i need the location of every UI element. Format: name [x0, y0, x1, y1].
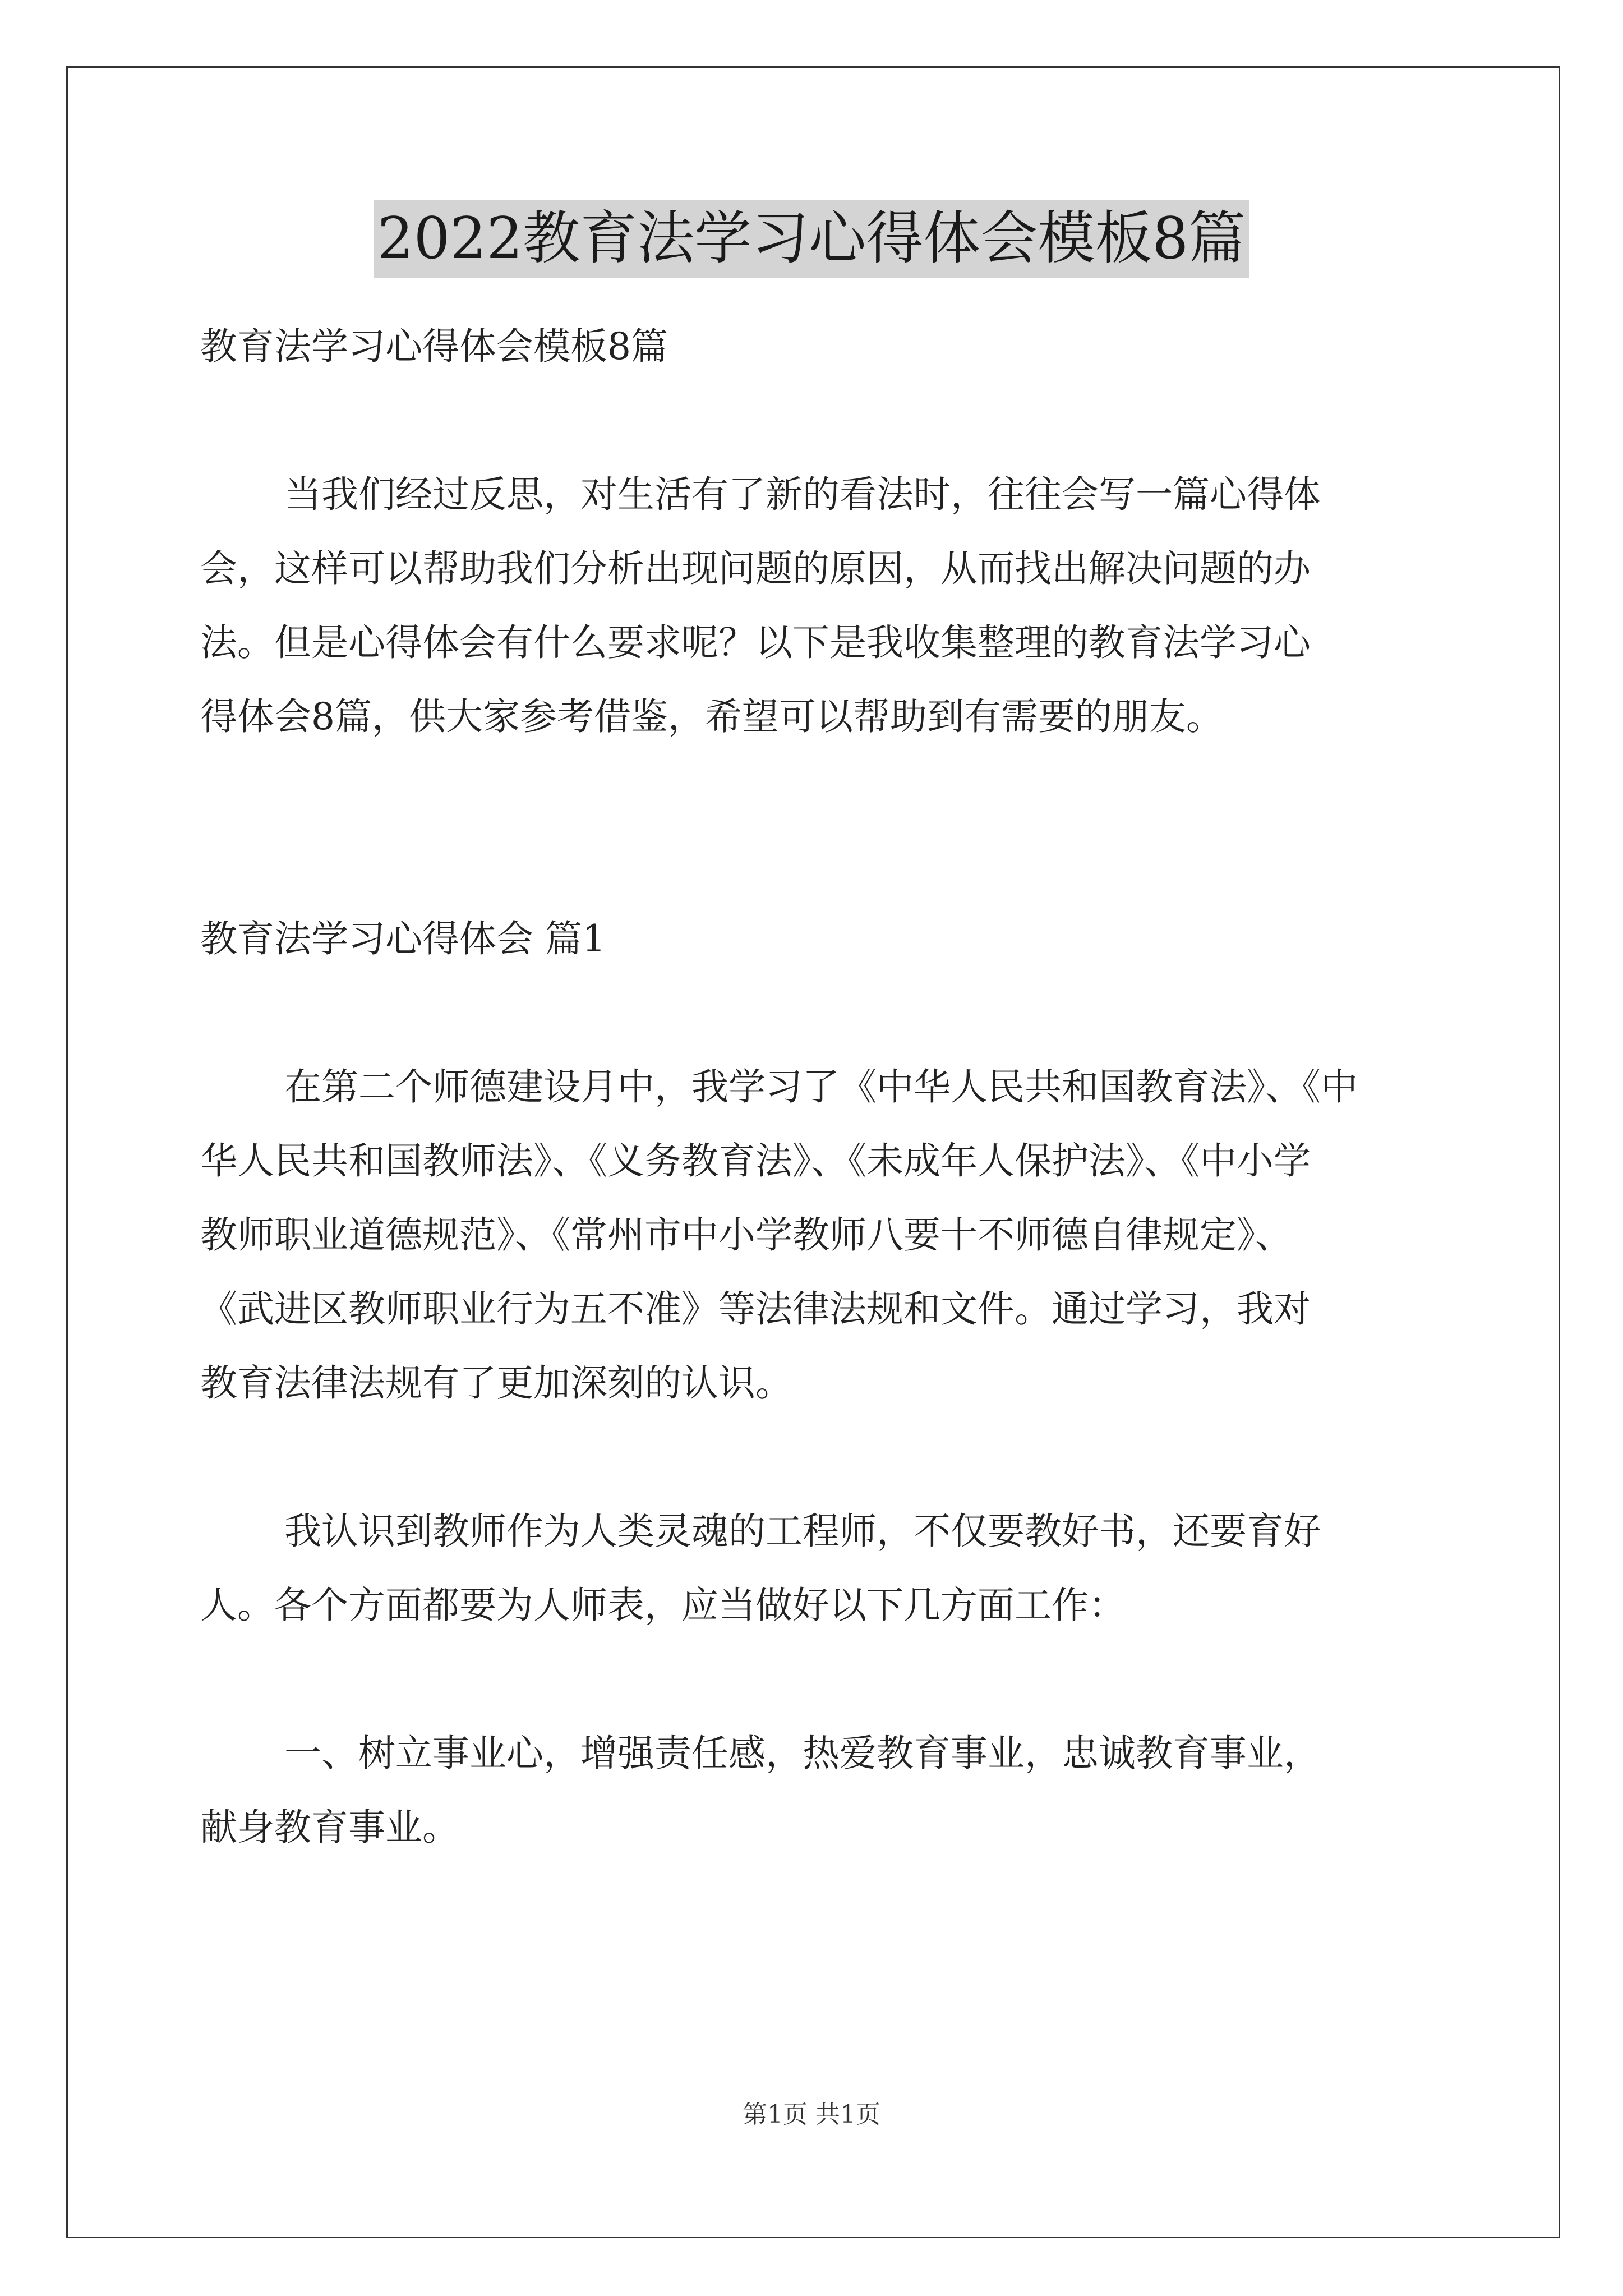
paragraph-line: 我认识到教师作为人类灵魂的工程师，不仅要教好书，还要育好	[284, 1510, 1321, 1553]
document-title: 2022教育法学习心得体会模板8篇	[374, 200, 1249, 278]
paragraph-line: 华人民共和国教师法》、《义务教育法》、《未成年人保护法》、《中小学	[200, 1139, 1311, 1182]
document-body	[200, 310, 1434, 1865]
paragraph-1	[200, 1050, 1434, 1420]
intro-line: 会，这样可以帮助我们分析出现问题的原因，从而找出解决问题的办	[200, 547, 1311, 590]
intro-paragraph	[200, 458, 1434, 754]
paragraph-3	[200, 1717, 1434, 1865]
paragraph-line: 献身教育事业。	[200, 1806, 459, 1849]
paragraph-2	[200, 1494, 1434, 1642]
paragraph-line: 一、树立事业心，增强责任感，热爱教育事业，忠诚教育事业，	[284, 1732, 1321, 1775]
paragraph-line: 教育法律法规有了更加深刻的认识。	[200, 1361, 792, 1405]
document-subtitle: 教育法学习心得体会模板8篇	[200, 325, 668, 368]
paragraph-line: 人。各个方面都要为人师表，应当做好以下几方面工作：	[200, 1584, 1126, 1627]
intro-line: 法。但是心得体会有什么要求呢？以下是我收集整理的教育法学习心	[200, 621, 1311, 664]
intro-line: 得体会8篇，供大家参考借鉴，希望可以帮助到有需要的朋友。	[200, 695, 1223, 738]
section-heading: 教育法学习心得体会 篇1	[200, 917, 606, 960]
intro-line: 当我们经过反思，对生活有了新的看法时，往往会写一篇心得体	[284, 473, 1321, 516]
page-footer: 第1页 共1页	[743, 2100, 880, 2129]
paragraph-line: 《武进区教师职业行为五不准》等法律法规和文件。通过学习，我对	[200, 1287, 1311, 1331]
paragraph-line: 教师职业道德规范》、《常州市中小学教师八要十不师德自律规定》、	[200, 1213, 1292, 1257]
paragraph-line: 在第二个师德建设月中，我学习了《中华人民共和国教育法》、《中	[284, 1065, 1358, 1108]
title-block	[0, 200, 1623, 278]
